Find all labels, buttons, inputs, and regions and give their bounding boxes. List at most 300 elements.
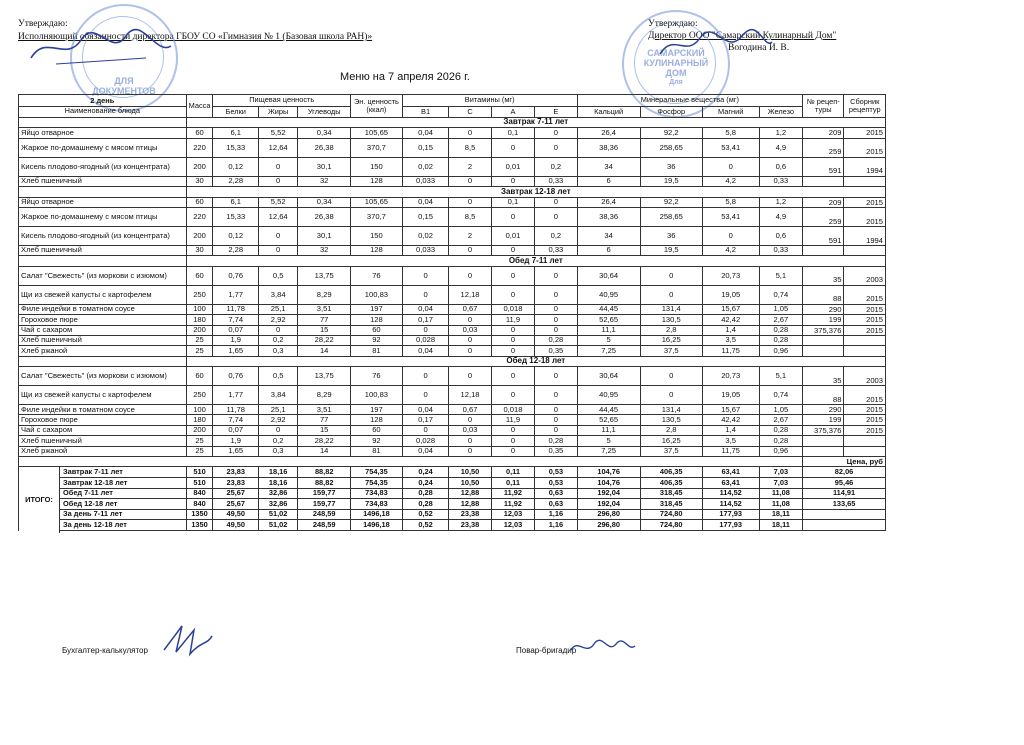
cell-energy: 128 <box>351 176 403 186</box>
cell-recipe: 591 <box>803 157 844 176</box>
total-ca: 296,80 <box>577 520 640 531</box>
cell-fat: 0,3 <box>259 446 298 456</box>
cell-fe: 1,05 <box>759 405 802 415</box>
cell-e: 0 <box>535 425 577 435</box>
cell-protein: 15,33 <box>213 138 259 157</box>
total-mass: 840 <box>186 499 213 510</box>
cell-energy: 370,7 <box>351 138 403 157</box>
price-header: Цена, руб <box>803 457 886 467</box>
cell-recipe <box>803 436 844 446</box>
cell-p: 130,5 <box>640 315 702 325</box>
total-fe: 18,11 <box>759 520 802 531</box>
cell-protein: 0,76 <box>213 367 259 386</box>
cell-e: 0 <box>535 128 577 138</box>
total-b1: 0,52 <box>402 509 449 520</box>
table-row <box>19 446 886 456</box>
cell-energy: 105,65 <box>351 128 403 138</box>
cell-mass: 180 <box>186 315 213 325</box>
cell-b1: 0,17 <box>402 315 449 325</box>
cell-a: 0 <box>491 285 534 304</box>
cell-p: 36 <box>640 226 702 245</box>
cell-ca: 30,64 <box>577 266 640 285</box>
cell-a: 0,1 <box>491 128 534 138</box>
cell-collection: 2015 <box>844 386 886 405</box>
cell-protein: 7,74 <box>213 315 259 325</box>
cell-energy: 128 <box>351 415 403 425</box>
cell-fe: 1,2 <box>759 128 802 138</box>
total-fat: 51,02 <box>259 520 298 531</box>
cell-fe: 1,2 <box>759 197 802 207</box>
cell-carb: 14 <box>298 346 351 356</box>
cell-carb: 15 <box>298 325 351 335</box>
total-c: 12,88 <box>449 499 491 510</box>
total-protein: 23,83 <box>213 467 259 478</box>
cell-ca: 7,25 <box>577 446 640 456</box>
cell-mg: 5,8 <box>702 128 759 138</box>
header-proteins: Белки <box>213 106 259 118</box>
cell-recipe <box>803 245 844 255</box>
total-fat: 51,02 <box>259 509 298 520</box>
table-row <box>19 226 886 245</box>
header-vitamins: Витамины (мг) <box>402 95 577 107</box>
total-mg: 114,52 <box>702 499 759 510</box>
total-ca: 296,80 <box>577 509 640 520</box>
cell-p: 0 <box>640 285 702 304</box>
cell-e: 0 <box>535 285 577 304</box>
cell-collection <box>844 436 886 446</box>
cell-protein: 1,65 <box>213 346 259 356</box>
section-title: Завтрак 12-18 лет <box>186 187 885 197</box>
cell-b1: 0,04 <box>402 128 449 138</box>
total-price: 114,91 <box>803 488 886 499</box>
cell-p: 0 <box>640 367 702 386</box>
total-carb: 248,59 <box>298 520 351 531</box>
cell-protein: 1,9 <box>213 335 259 345</box>
dish-name: Чай с сахаром <box>19 425 187 435</box>
dish-name: Яйцо отварное <box>19 197 187 207</box>
total-protein: 23,83 <box>213 478 259 489</box>
cell-c: 0,03 <box>449 325 491 335</box>
cell-a: 11,9 <box>491 415 534 425</box>
cell-a: 0,01 <box>491 226 534 245</box>
dish-name: Хлеб ржаной <box>19 446 187 456</box>
cell-a: 0,018 <box>491 405 534 415</box>
menu-table <box>18 94 886 531</box>
cell-fat: 0 <box>259 176 298 186</box>
cell-e: 0 <box>535 386 577 405</box>
cell-p: 19,5 <box>640 245 702 255</box>
cell-fe: 0,6 <box>759 157 802 176</box>
header-minerals: Минеральные вещества (мг) <box>577 95 803 107</box>
cell-collection: 2003 <box>844 266 886 285</box>
cell-a: 0 <box>491 346 534 356</box>
cell-b1: 0,15 <box>402 207 449 226</box>
table-row <box>19 266 886 285</box>
cell-c: 0 <box>449 335 491 345</box>
cell-p: 16,25 <box>640 335 702 345</box>
cell-mg: 1,4 <box>702 425 759 435</box>
total-a: 12,03 <box>491 520 534 531</box>
cell-energy: 128 <box>351 245 403 255</box>
cell-mg: 19,05 <box>702 386 759 405</box>
dish-name: Щи из свежей капусты с картофелем <box>19 386 187 405</box>
total-mg: 177,93 <box>702 509 759 520</box>
cell-mass: 60 <box>186 266 213 285</box>
cell-collection <box>844 176 886 186</box>
stamp-left-text1: ДЛЯ <box>114 76 134 86</box>
header-carbs: Углеводы <box>298 106 351 118</box>
cell-e: 0,35 <box>535 446 577 456</box>
cell-mg: 3,5 <box>702 436 759 446</box>
cell-collection: 2015 <box>844 425 886 435</box>
cell-fat: 0,2 <box>259 436 298 446</box>
cell-protein: 11,78 <box>213 405 259 415</box>
table-row <box>19 405 886 415</box>
cell-ca: 26,4 <box>577 197 640 207</box>
table-row <box>19 325 886 335</box>
cell-recipe: 591 <box>803 226 844 245</box>
cell-fat: 0 <box>259 226 298 245</box>
total-protein: 25,67 <box>213 488 259 499</box>
cell-protein: 0,07 <box>213 425 259 435</box>
cell-a: 0 <box>491 386 534 405</box>
section-header-spacer <box>19 187 187 197</box>
cell-p: 37,5 <box>640 346 702 356</box>
cell-fat: 2,92 <box>259 415 298 425</box>
cell-b1: 0 <box>402 425 449 435</box>
cell-mg: 11,75 <box>702 346 759 356</box>
total-energy: 1496,18 <box>351 509 403 520</box>
cell-mg: 53,41 <box>702 207 759 226</box>
header-energy: Эн. ценность (ккал) <box>351 95 403 118</box>
cell-recipe: 88 <box>803 285 844 304</box>
cell-fat: 12,64 <box>259 138 298 157</box>
cell-protein: 15,33 <box>213 207 259 226</box>
cell-b1: 0 <box>402 367 449 386</box>
cell-fe: 2,67 <box>759 315 802 325</box>
table-row <box>19 245 886 255</box>
cell-mg: 20,73 <box>702 266 759 285</box>
total-carb: 159,77 <box>298 499 351 510</box>
table-row <box>19 346 886 356</box>
cell-fe: 0,96 <box>759 446 802 456</box>
cell-fat: 5,52 <box>259 197 298 207</box>
cell-e: 0 <box>535 197 577 207</box>
cell-e: 0 <box>535 138 577 157</box>
cell-collection: 2015 <box>844 415 886 425</box>
cell-fat: 0 <box>259 325 298 335</box>
cell-recipe: 209 <box>803 128 844 138</box>
cell-mass: 250 <box>186 386 213 405</box>
cell-collection: 1994 <box>844 226 886 245</box>
cell-p: 131,4 <box>640 405 702 415</box>
cell-fat: 2,92 <box>259 315 298 325</box>
cell-e: 0 <box>535 266 577 285</box>
total-protein: 49,50 <box>213 520 259 531</box>
header-recipe: № рецеп-туры <box>803 95 844 118</box>
cell-mg: 15,67 <box>702 405 759 415</box>
table-row <box>19 157 886 176</box>
stamp-right-text1: САМАРСКИЙ <box>647 48 705 58</box>
total-fat: 18,16 <box>259 478 298 489</box>
total-c: 12,88 <box>449 488 491 499</box>
cell-mass: 60 <box>186 197 213 207</box>
header-fats: Жиры <box>259 106 298 118</box>
cell-fat: 0 <box>259 425 298 435</box>
header-mass: Масса <box>186 95 213 118</box>
cell-protein: 0,12 <box>213 226 259 245</box>
table-row <box>19 176 886 186</box>
total-e: 0,53 <box>535 478 577 489</box>
cell-carb: 13,75 <box>298 266 351 285</box>
total-a: 11,92 <box>491 499 534 510</box>
dish-name: Яйцо отварное <box>19 128 187 138</box>
cell-b1: 0,028 <box>402 436 449 446</box>
total-mg: 114,52 <box>702 488 759 499</box>
cell-collection <box>844 245 886 255</box>
cell-carb: 8,29 <box>298 285 351 304</box>
total-a: 12,03 <box>491 509 534 520</box>
header-a: А <box>491 106 534 118</box>
section-title: Обед 7-11 лет <box>186 256 885 266</box>
cell-mass: 60 <box>186 128 213 138</box>
total-e: 0,53 <box>535 467 577 478</box>
totals-name-text: Завтрак 7-11 лет <box>63 467 123 477</box>
section-header <box>19 356 886 366</box>
cell-recipe: 259 <box>803 138 844 157</box>
cell-fe: 0,28 <box>759 425 802 435</box>
cell-p: 19,5 <box>640 176 702 186</box>
cell-p: 37,5 <box>640 446 702 456</box>
table-row <box>19 197 886 207</box>
cell-a: 0 <box>491 325 534 335</box>
total-c: 10,50 <box>449 478 491 489</box>
cell-b1: 0,02 <box>402 157 449 176</box>
totals-row <box>19 520 886 531</box>
cell-fe: 5,1 <box>759 367 802 386</box>
total-carb: 88,82 <box>298 467 351 478</box>
approval-right-signer: Вогодина И. В. <box>728 43 790 53</box>
price-header-row <box>19 457 886 467</box>
cell-protein: 0,12 <box>213 157 259 176</box>
cell-p: 16,25 <box>640 436 702 446</box>
cell-protein: 6,1 <box>213 197 259 207</box>
totals-name-text: Завтрак 12-18 лет <box>63 477 128 487</box>
total-ca: 192,04 <box>577 499 640 510</box>
cell-a: 0 <box>491 176 534 186</box>
cell-mg: 20,73 <box>702 367 759 386</box>
cell-energy: 76 <box>351 266 403 285</box>
cell-p: 131,4 <box>640 304 702 314</box>
header-name <box>19 95 187 118</box>
table-row <box>19 128 886 138</box>
total-mass: 510 <box>186 478 213 489</box>
approval-right-position: Директор ООО "Самарский Кулинарный Дом" <box>648 31 837 41</box>
cell-b1: 0,028 <box>402 335 449 345</box>
cell-carb: 0,34 <box>298 128 351 138</box>
total-fe: 11,08 <box>759 488 802 499</box>
cell-mass: 25 <box>186 335 213 345</box>
cell-b1: 0,04 <box>402 346 449 356</box>
table-row <box>19 386 886 405</box>
cell-recipe: 199 <box>803 415 844 425</box>
dish-name: Филе индейки в томатном соусе <box>19 405 187 415</box>
cell-e: 0 <box>535 304 577 314</box>
cell-mass: 30 <box>186 245 213 255</box>
cell-e: 0 <box>535 367 577 386</box>
header-b1: В1 <box>402 106 449 118</box>
cell-a: 0 <box>491 138 534 157</box>
cell-e: 0,33 <box>535 176 577 186</box>
cell-carb: 8,29 <box>298 386 351 405</box>
cell-protein: 1,77 <box>213 386 259 405</box>
cell-b1: 0,04 <box>402 197 449 207</box>
cell-mg: 53,41 <box>702 138 759 157</box>
total-fat: 32,86 <box>259 499 298 510</box>
total-b1: 0,24 <box>402 467 449 478</box>
footer-accountant <box>62 646 148 655</box>
cell-e: 0 <box>535 325 577 335</box>
cell-e: 0,2 <box>535 157 577 176</box>
cell-protein: 1,9 <box>213 436 259 446</box>
cell-collection: 2003 <box>844 367 886 386</box>
cell-energy: 150 <box>351 157 403 176</box>
cell-a: 0,018 <box>491 304 534 314</box>
cell-recipe <box>803 335 844 345</box>
cell-collection: 2015 <box>844 138 886 157</box>
total-mg: 63,41 <box>702 467 759 478</box>
cell-c: 0 <box>449 245 491 255</box>
total-price: 133,65 <box>803 499 886 510</box>
cell-ca: 5 <box>577 335 640 345</box>
cell-e: 0,33 <box>535 245 577 255</box>
section-header <box>19 187 886 197</box>
cell-energy: 197 <box>351 405 403 415</box>
cell-mg: 5,8 <box>702 197 759 207</box>
cell-recipe: 209 <box>803 197 844 207</box>
total-c: 23,38 <box>449 520 491 531</box>
header-phosphorus: Фосфор <box>640 106 702 118</box>
cell-fat: 5,52 <box>259 128 298 138</box>
cell-recipe: 35 <box>803 266 844 285</box>
cell-a: 0 <box>491 425 534 435</box>
table-row <box>19 315 886 325</box>
cell-e: 0 <box>535 415 577 425</box>
total-b1: 0,28 <box>402 488 449 499</box>
cell-b1: 0,04 <box>402 446 449 456</box>
accountant-label: Бухгалтер-калькулятор <box>62 646 148 655</box>
cell-a: 0 <box>491 367 534 386</box>
cell-c: 0 <box>449 415 491 425</box>
total-fe: 18,11 <box>759 509 802 520</box>
cell-c: 0 <box>449 128 491 138</box>
dish-name: Кисель плодово-ягодный (из концентрата) <box>19 226 187 245</box>
cell-fe: 0,33 <box>759 176 802 186</box>
cell-c: 0,03 <box>449 425 491 435</box>
total-b1: 0,52 <box>402 520 449 531</box>
dish-name: Салат "Свежесть" (из моркови с изюмом) <box>19 367 187 386</box>
cell-b1: 0,033 <box>402 245 449 255</box>
totals-row <box>19 488 886 499</box>
total-e: 0,63 <box>535 499 577 510</box>
cell-carb: 3,51 <box>298 304 351 314</box>
cell-c: 8,5 <box>449 138 491 157</box>
header-c: С <box>449 106 491 118</box>
cell-a: 0,1 <box>491 197 534 207</box>
cell-carb: 0,34 <box>298 197 351 207</box>
cell-energy: 81 <box>351 446 403 456</box>
cell-mg: 0 <box>702 226 759 245</box>
cell-carb: 26,38 <box>298 138 351 157</box>
cell-energy: 128 <box>351 315 403 325</box>
header-nutrition: Пищевая ценность <box>213 95 351 107</box>
cell-ca: 34 <box>577 226 640 245</box>
cell-c: 2 <box>449 226 491 245</box>
total-price: 95,46 <box>803 478 886 489</box>
total-e: 1,16 <box>535 520 577 531</box>
cell-mass: 180 <box>186 415 213 425</box>
cell-p: 130,5 <box>640 415 702 425</box>
cell-energy: 60 <box>351 425 403 435</box>
cell-ca: 26,4 <box>577 128 640 138</box>
total-a: 11,92 <box>491 488 534 499</box>
dish-name: Филе индейки в томатном соусе <box>19 304 187 314</box>
cell-fat: 3,84 <box>259 285 298 304</box>
cell-fe: 0,74 <box>759 285 802 304</box>
cell-collection: 2015 <box>844 304 886 314</box>
cell-ca: 34 <box>577 157 640 176</box>
totals-name-text: За день 12-18 лет <box>63 519 127 529</box>
total-carb: 159,77 <box>298 488 351 499</box>
cell-e: 0,28 <box>535 436 577 446</box>
cell-mg: 42,42 <box>702 315 759 325</box>
cell-fe: 1,05 <box>759 304 802 314</box>
cell-carb: 32 <box>298 176 351 186</box>
dish-name: Щи из свежей капусты с картофелем <box>19 285 187 304</box>
table-row <box>19 367 886 386</box>
cell-energy: 197 <box>351 304 403 314</box>
cell-collection: 2015 <box>844 405 886 415</box>
cell-ca: 30,64 <box>577 367 640 386</box>
cell-ca: 7,25 <box>577 346 640 356</box>
price-header-spacer <box>19 457 803 467</box>
cell-a: 0 <box>491 436 534 446</box>
cell-recipe <box>803 176 844 186</box>
cell-e: 0 <box>535 315 577 325</box>
cell-b1: 0,15 <box>402 138 449 157</box>
total-mass: 1350 <box>186 509 213 520</box>
signature-left <box>26 28 176 68</box>
cell-recipe: 290 <box>803 405 844 415</box>
cell-recipe: 259 <box>803 207 844 226</box>
total-fat: 32,86 <box>259 488 298 499</box>
dish-name: Хлеб пшеничный <box>19 245 187 255</box>
approval-right-label: Утверждаю: <box>648 19 698 29</box>
cell-a: 0 <box>491 266 534 285</box>
cell-energy: 370,7 <box>351 207 403 226</box>
cell-recipe: 35 <box>803 367 844 386</box>
header-iron: Железо <box>759 106 802 118</box>
cell-carb: 77 <box>298 315 351 325</box>
total-protein: 25,67 <box>213 499 259 510</box>
cell-collection <box>844 446 886 456</box>
cell-e: 0 <box>535 405 577 415</box>
cell-c: 0 <box>449 346 491 356</box>
table-row <box>19 138 886 157</box>
cell-ca: 40,95 <box>577 386 640 405</box>
cell-protein: 1,65 <box>213 446 259 456</box>
cell-ca: 38,36 <box>577 207 640 226</box>
